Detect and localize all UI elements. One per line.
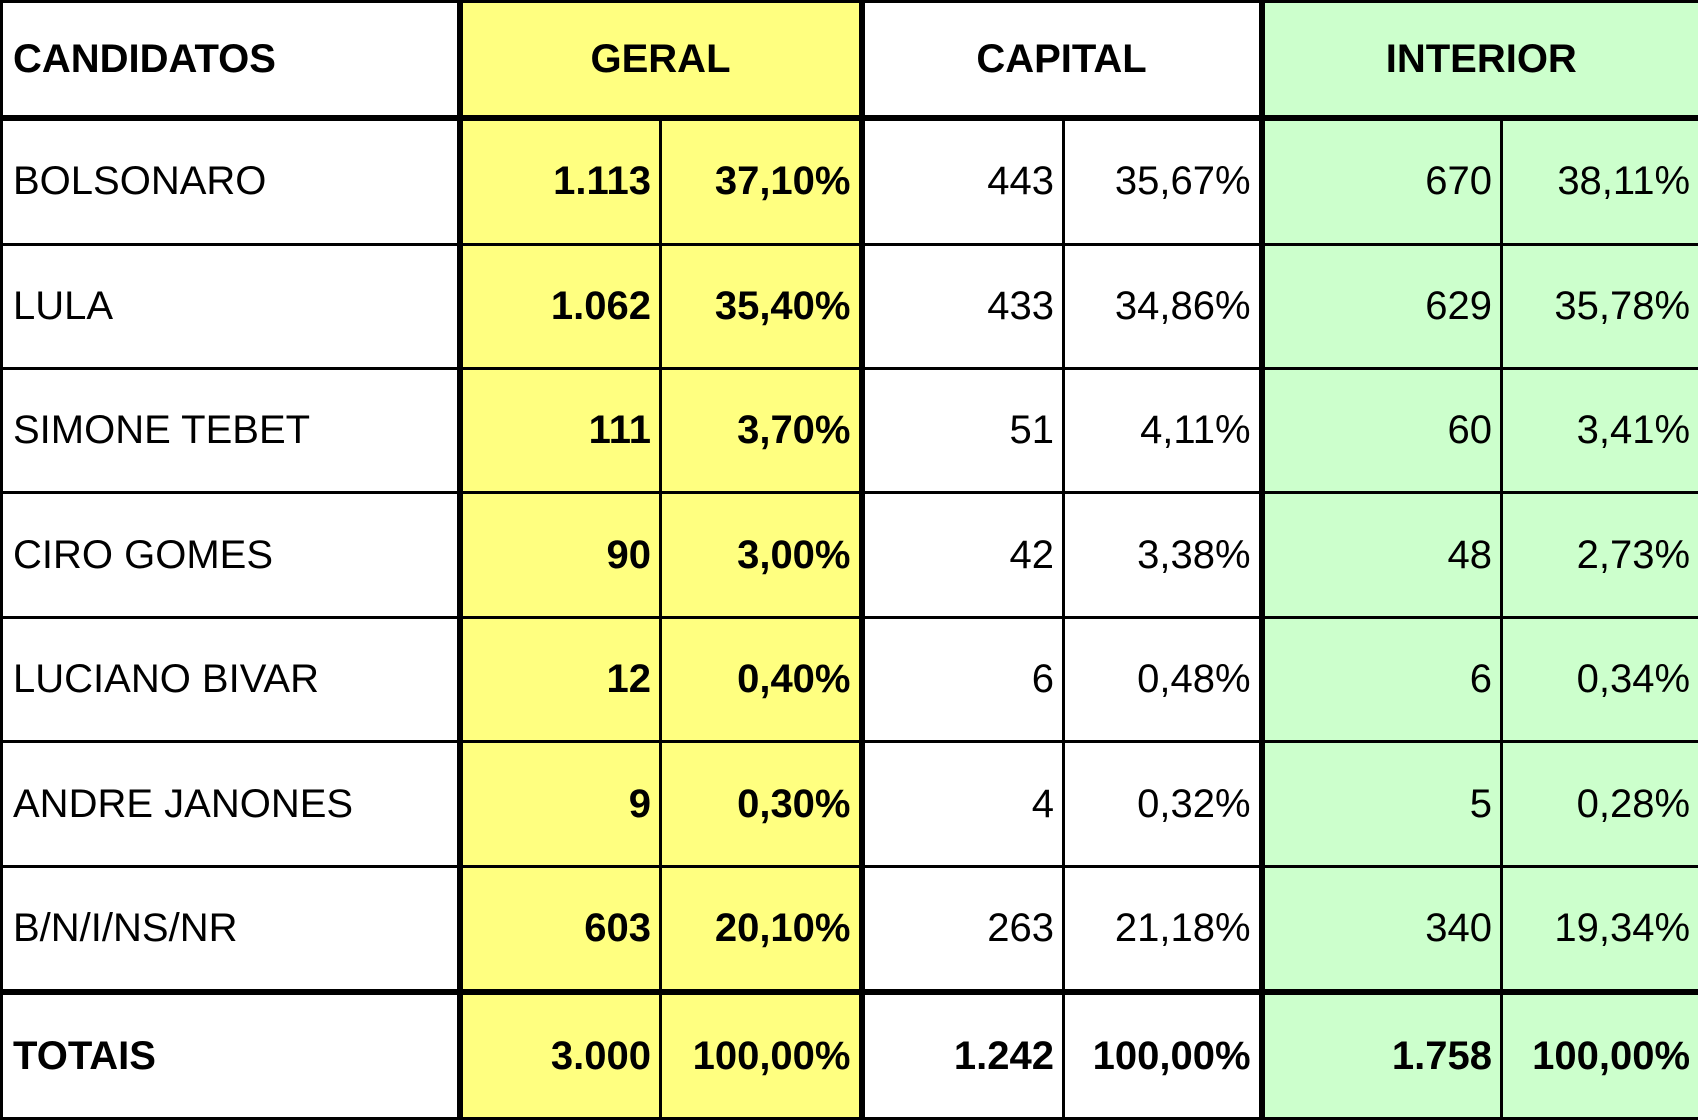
capital-count: 4 — [862, 742, 1064, 866]
interior-count: 6 — [1262, 617, 1502, 741]
interior-count: 5 — [1262, 742, 1502, 866]
capital-percent: 21,18% — [1064, 866, 1262, 992]
interior-count: 629 — [1262, 244, 1502, 368]
candidate-name: CIRO GOMES — [2, 493, 460, 617]
header-candidates: CANDIDATOS — [2, 2, 460, 119]
interior-count: 60 — [1262, 368, 1502, 492]
interior-count: 340 — [1262, 866, 1502, 992]
candidate-name: ANDRE JANONES — [2, 742, 460, 866]
geral-percent: 3,70% — [661, 368, 862, 492]
geral-percent: 37,10% — [661, 118, 862, 244]
capital-count: 42 — [862, 493, 1064, 617]
table-row — [2, 368, 1698, 492]
table-row — [2, 866, 1698, 992]
capital-percent: 0,32% — [1064, 742, 1262, 866]
table-row — [2, 118, 1698, 244]
geral-percent: 3,00% — [661, 493, 862, 617]
capital-percent: 35,67% — [1064, 118, 1262, 244]
interior-percent: 0,28% — [1502, 742, 1698, 866]
candidate-name: SIMONE TEBET — [2, 368, 460, 492]
capital-percent: 3,38% — [1064, 493, 1262, 617]
interior-percent: 19,34% — [1502, 866, 1698, 992]
interior-percent: 35,78% — [1502, 244, 1698, 368]
geral-percent: 0,30% — [661, 742, 862, 866]
header-interior: INTERIOR — [1262, 2, 1698, 119]
interior-total-count: 1.758 — [1262, 992, 1502, 1118]
header-row — [2, 2, 1698, 119]
interior-count: 48 — [1262, 493, 1502, 617]
geral-percent: 35,40% — [661, 244, 862, 368]
interior-percent: 0,34% — [1502, 617, 1698, 741]
geral-count: 1.113 — [460, 118, 661, 244]
table-row — [2, 493, 1698, 617]
geral-count: 90 — [460, 493, 661, 617]
capital-count: 51 — [862, 368, 1064, 492]
table-row — [2, 742, 1698, 866]
geral-count: 12 — [460, 617, 661, 741]
capital-count: 263 — [862, 866, 1064, 992]
interior-percent: 2,73% — [1502, 493, 1698, 617]
geral-total-count: 3.000 — [460, 992, 661, 1118]
header-geral: GERAL — [460, 2, 862, 119]
totals-row — [2, 992, 1698, 1118]
candidate-name: B/N/I/NS/NR — [2, 866, 460, 992]
header-capital: CAPITAL — [862, 2, 1262, 119]
interior-count: 670 — [1262, 118, 1502, 244]
geral-total-percent: 100,00% — [661, 992, 862, 1118]
capital-total-count: 1.242 — [862, 992, 1064, 1118]
capital-percent: 4,11% — [1064, 368, 1262, 492]
geral-count: 9 — [460, 742, 661, 866]
capital-total-percent: 100,00% — [1064, 992, 1262, 1118]
capital-percent: 0,48% — [1064, 617, 1262, 741]
candidate-name: BOLSONARO — [2, 118, 460, 244]
interior-percent: 3,41% — [1502, 368, 1698, 492]
capital-count: 6 — [862, 617, 1064, 741]
geral-percent: 0,40% — [661, 617, 862, 741]
candidate-name: LULA — [2, 244, 460, 368]
geral-count: 603 — [460, 866, 661, 992]
geral-count: 1.062 — [460, 244, 661, 368]
capital-count: 443 — [862, 118, 1064, 244]
table-row — [2, 617, 1698, 741]
candidate-name: LUCIANO BIVAR — [2, 617, 460, 741]
geral-percent: 20,10% — [661, 866, 862, 992]
geral-count: 111 — [460, 368, 661, 492]
capital-count: 433 — [862, 244, 1064, 368]
capital-percent: 34,86% — [1064, 244, 1262, 368]
table-row — [2, 244, 1698, 368]
interior-percent: 38,11% — [1502, 118, 1698, 244]
interior-total-percent: 100,00% — [1502, 992, 1698, 1118]
totals-label: TOTAIS — [2, 992, 460, 1118]
